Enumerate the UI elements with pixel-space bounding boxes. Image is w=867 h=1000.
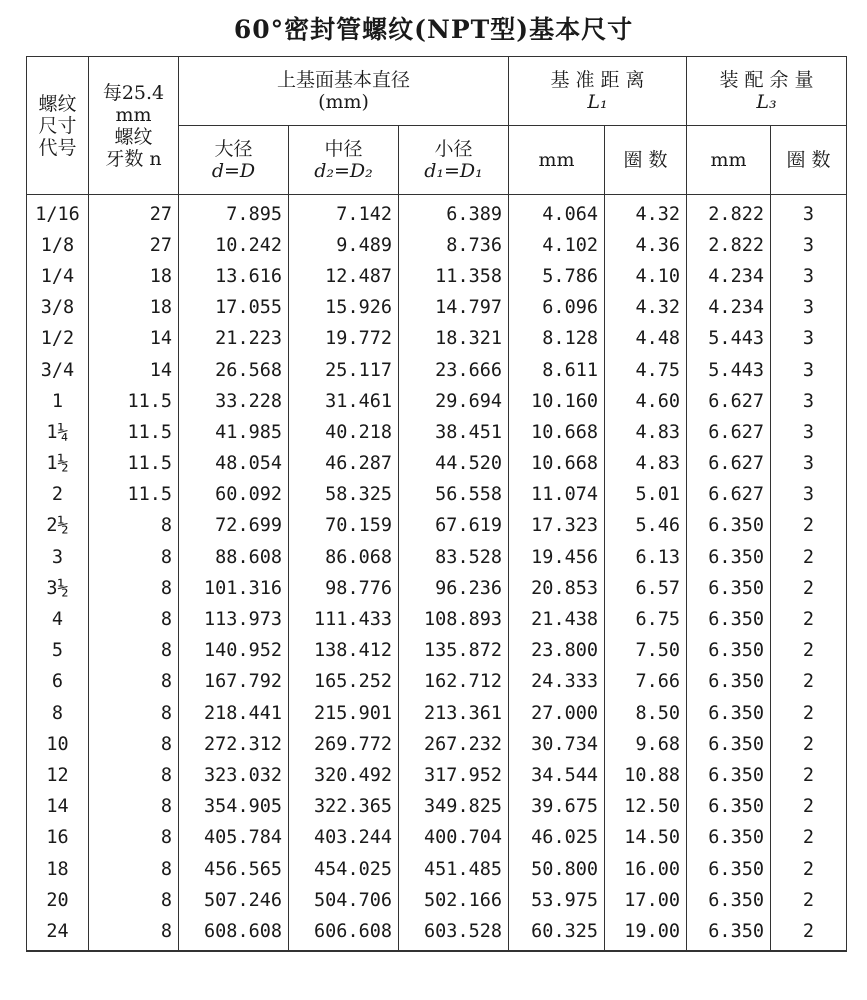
cell-minor-diameter: 162.712 [399,667,509,698]
cell-l3-turns: 3 [771,417,847,448]
table-title: 60°密封管螺纹(NPT型)基本尺寸 [233,15,634,44]
cell-major-diameter: 33.228 [179,386,289,417]
cell-l1-turns: 17.00 [605,885,687,916]
cell-l1-mm: 4.064 [509,195,605,231]
cell-thread-code: 3/8 [27,293,89,324]
cell-minor-diameter: 11.358 [399,261,509,292]
header-thread-code: 螺纹 尺寸 代号 [27,57,89,195]
cell-minor-diameter: 18.321 [399,324,509,355]
cell-l1-turns: 5.46 [605,511,687,542]
cell-l3-turns: 3 [771,293,847,324]
cell-l1-turns: 8.50 [605,698,687,729]
cell-l1-turns: 4.83 [605,417,687,448]
cell-l3-turns: 2 [771,636,847,667]
cell-pitch-diameter: 606.608 [289,916,399,950]
cell-l1-mm: 30.734 [509,729,605,760]
cell-pitch-diameter: 98.776 [289,573,399,604]
cell-pitch-diameter: 70.159 [289,511,399,542]
cell-pitch-diameter: 15.926 [289,293,399,324]
cell-l1-mm: 20.853 [509,573,605,604]
cell-pitch-diameter: 58.325 [289,480,399,511]
cell-l3-mm: 5.443 [687,324,771,355]
cell-thread-code: 1/16 [27,195,89,231]
cell-minor-diameter: 603.528 [399,916,509,950]
cell-major-diameter: 17.055 [179,293,289,324]
cell-minor-diameter: 96.236 [399,573,509,604]
cell-thread-code: 10 [27,729,89,760]
cell-l1-mm: 6.096 [509,293,605,324]
cell-l1-mm: 17.323 [509,511,605,542]
table-row [27,417,847,448]
cell-thread-code: 3½ [27,573,89,604]
cell-threads-per-inch: 8 [89,729,179,760]
cell-major-diameter: 218.441 [179,698,289,729]
cell-l3-mm: 6.350 [687,729,771,760]
cell-l3-turns: 3 [771,355,847,386]
cell-threads-per-inch: 11.5 [89,449,179,480]
cell-threads-per-inch: 8 [89,885,179,916]
header-l3-mm: mm [687,126,771,195]
table-row [27,916,847,950]
cell-pitch-diameter: 320.492 [289,760,399,791]
cell-l1-turns: 4.48 [605,324,687,355]
cell-l1-turns: 7.50 [605,636,687,667]
cell-thread-code: 3 [27,542,89,573]
cell-l3-mm: 6.350 [687,792,771,823]
cell-l1-turns: 10.88 [605,760,687,791]
cell-threads-per-inch: 8 [89,667,179,698]
table-row [27,573,847,604]
cell-major-diameter: 10.242 [179,230,289,261]
cell-major-diameter: 323.032 [179,760,289,791]
cell-l3-turns: 2 [771,729,847,760]
cell-minor-diameter: 38.451 [399,417,509,448]
cell-l1-turns: 6.57 [605,573,687,604]
cell-thread-code: 1 [27,386,89,417]
cell-l1-mm: 60.325 [509,916,605,950]
cell-thread-code: 1/4 [27,261,89,292]
cell-l3-mm: 4.234 [687,261,771,292]
cell-minor-diameter: 56.558 [399,480,509,511]
cell-pitch-diameter: 40.218 [289,417,399,448]
cell-l3-turns: 3 [771,324,847,355]
table-row [27,885,847,916]
cell-l1-mm: 4.102 [509,230,605,261]
table-row [27,854,847,885]
cell-major-diameter: 13.616 [179,261,289,292]
cell-major-diameter: 88.608 [179,542,289,573]
cell-l3-mm: 6.627 [687,480,771,511]
cell-major-diameter: 101.316 [179,573,289,604]
cell-l1-turns: 4.32 [605,293,687,324]
cell-l1-mm: 53.975 [509,885,605,916]
header-major-diameter: 大径 d=D [179,126,289,195]
cell-thread-code: 20 [27,885,89,916]
cell-l1-mm: 27.000 [509,698,605,729]
cell-thread-code: 24 [27,916,89,950]
cell-l1-mm: 21.438 [509,604,605,635]
cell-l1-mm: 46.025 [509,823,605,854]
cell-l1-turns: 16.00 [605,854,687,885]
cell-threads-per-inch: 11.5 [89,417,179,448]
cell-thread-code: 2½ [27,511,89,542]
cell-minor-diameter: 44.520 [399,449,509,480]
cell-l1-turns: 5.01 [605,480,687,511]
cell-l1-mm: 10.160 [509,386,605,417]
cell-minor-diameter: 8.736 [399,230,509,261]
cell-threads-per-inch: 8 [89,636,179,667]
cell-threads-per-inch: 8 [89,573,179,604]
cell-minor-diameter: 317.952 [399,760,509,791]
cell-l1-mm: 39.675 [509,792,605,823]
cell-l3-mm: 6.350 [687,698,771,729]
cell-threads-per-inch: 8 [89,823,179,854]
cell-major-diameter: 48.054 [179,449,289,480]
npt-dimension-table [26,56,847,952]
cell-minor-diameter: 6.389 [399,195,509,231]
cell-l3-mm: 6.350 [687,573,771,604]
header-wrench-makeup: 装 配 余 量 L₃ [687,57,847,126]
table-body [27,195,847,951]
cell-l1-turns: 4.32 [605,195,687,231]
cell-l3-mm: 6.627 [687,386,771,417]
table-row [27,760,847,791]
table-row [27,195,847,231]
cell-thread-code: 12 [27,760,89,791]
cell-minor-diameter: 400.704 [399,823,509,854]
cell-minor-diameter: 502.166 [399,885,509,916]
cell-pitch-diameter: 403.244 [289,823,399,854]
cell-major-diameter: 456.565 [179,854,289,885]
cell-l3-mm: 5.443 [687,355,771,386]
cell-pitch-diameter: 138.412 [289,636,399,667]
table-row [27,449,847,480]
header-minor-diameter: 小径 d₁=D₁ [399,126,509,195]
cell-l3-mm: 6.350 [687,636,771,667]
cell-l3-mm: 2.822 [687,195,771,231]
cell-l3-turns: 2 [771,604,847,635]
cell-l3-turns: 2 [771,698,847,729]
cell-minor-diameter: 267.232 [399,729,509,760]
cell-minor-diameter: 451.485 [399,854,509,885]
cell-l3-turns: 3 [771,386,847,417]
table-row [27,511,847,542]
cell-l3-mm: 6.350 [687,885,771,916]
cell-l1-turns: 4.83 [605,449,687,480]
cell-pitch-diameter: 9.489 [289,230,399,261]
cell-thread-code: 16 [27,823,89,854]
cell-pitch-diameter: 322.365 [289,792,399,823]
cell-pitch-diameter: 454.025 [289,854,399,885]
cell-threads-per-inch: 8 [89,854,179,885]
cell-threads-per-inch: 27 [89,230,179,261]
cell-thread-code: 1¼ [27,417,89,448]
cell-major-diameter: 405.784 [179,823,289,854]
cell-l1-turns: 7.66 [605,667,687,698]
cell-major-diameter: 272.312 [179,729,289,760]
cell-thread-code: 1/8 [27,230,89,261]
cell-pitch-diameter: 46.287 [289,449,399,480]
cell-l3-turns: 2 [771,667,847,698]
cell-l1-mm: 11.074 [509,480,605,511]
cell-l3-turns: 2 [771,542,847,573]
table-row [27,542,847,573]
cell-threads-per-inch: 11.5 [89,480,179,511]
cell-l1-mm: 34.544 [509,760,605,791]
table-row [27,355,847,386]
cell-pitch-diameter: 165.252 [289,667,399,698]
cell-l1-mm: 23.800 [509,636,605,667]
cell-thread-code: 1/2 [27,324,89,355]
cell-thread-code: 5 [27,636,89,667]
cell-pitch-diameter: 269.772 [289,729,399,760]
cell-l1-turns: 4.36 [605,230,687,261]
cell-l1-turns: 14.50 [605,823,687,854]
cell-major-diameter: 354.905 [179,792,289,823]
table-row [27,792,847,823]
cell-l3-turns: 2 [771,792,847,823]
table-row [27,636,847,667]
cell-thread-code: 6 [27,667,89,698]
cell-l3-turns: 2 [771,573,847,604]
cell-l3-mm: 6.350 [687,604,771,635]
cell-l3-mm: 6.350 [687,542,771,573]
cell-threads-per-inch: 14 [89,324,179,355]
table-row [27,230,847,261]
table-row [27,604,847,635]
cell-pitch-diameter: 86.068 [289,542,399,573]
cell-l3-mm: 6.350 [687,511,771,542]
cell-minor-diameter: 135.872 [399,636,509,667]
cell-l3-mm: 2.822 [687,230,771,261]
table-row [27,386,847,417]
cell-minor-diameter: 108.893 [399,604,509,635]
cell-minor-diameter: 14.797 [399,293,509,324]
cell-pitch-diameter: 215.901 [289,698,399,729]
cell-threads-per-inch: 8 [89,698,179,729]
cell-major-diameter: 7.895 [179,195,289,231]
cell-thread-code: 2 [27,480,89,511]
cell-minor-diameter: 83.528 [399,542,509,573]
cell-l3-turns: 2 [771,885,847,916]
cell-minor-diameter: 23.666 [399,355,509,386]
cell-pitch-diameter: 7.142 [289,195,399,231]
cell-l3-turns: 3 [771,195,847,231]
cell-l1-mm: 10.668 [509,417,605,448]
cell-l3-turns: 2 [771,760,847,791]
cell-l1-mm: 50.800 [509,854,605,885]
cell-thread-code: 1½ [27,449,89,480]
cell-threads-per-inch: 14 [89,355,179,386]
table-row [27,729,847,760]
cell-pitch-diameter: 12.487 [289,261,399,292]
cell-threads-per-inch: 8 [89,604,179,635]
cell-pitch-diameter: 504.706 [289,885,399,916]
cell-pitch-diameter: 19.772 [289,324,399,355]
cell-l3-mm: 6.627 [687,449,771,480]
cell-l1-turns: 6.75 [605,604,687,635]
table-row [27,293,847,324]
cell-major-diameter: 60.092 [179,480,289,511]
cell-thread-code: 4 [27,604,89,635]
cell-major-diameter: 113.973 [179,604,289,635]
cell-l1-mm: 8.128 [509,324,605,355]
table-row [27,261,847,292]
cell-l1-turns: 19.00 [605,916,687,950]
cell-thread-code: 18 [27,854,89,885]
cell-pitch-diameter: 111.433 [289,604,399,635]
cell-threads-per-inch: 27 [89,195,179,231]
cell-l3-mm: 6.627 [687,417,771,448]
cell-l3-turns: 3 [771,261,847,292]
cell-pitch-diameter: 31.461 [289,386,399,417]
cell-l3-turns: 2 [771,854,847,885]
cell-l3-mm: 4.234 [687,293,771,324]
cell-major-diameter: 167.792 [179,667,289,698]
cell-threads-per-inch: 8 [89,511,179,542]
cell-l1-mm: 5.786 [509,261,605,292]
cell-thread-code: 8 [27,698,89,729]
cell-threads-per-inch: 18 [89,293,179,324]
cell-major-diameter: 507.246 [179,885,289,916]
cell-thread-code: 14 [27,792,89,823]
header-l1-turns: 圈 数 [605,126,687,195]
cell-l1-mm: 19.456 [509,542,605,573]
table-row [27,480,847,511]
cell-l1-turns: 4.60 [605,386,687,417]
table-row [27,324,847,355]
cell-l3-turns: 3 [771,480,847,511]
cell-l1-mm: 24.333 [509,667,605,698]
cell-l1-turns: 6.13 [605,542,687,573]
cell-threads-per-inch: 8 [89,792,179,823]
header-threads-per-inch: 每25.4 mm 螺纹 牙数 n [89,57,179,195]
cell-l3-turns: 2 [771,916,847,950]
cell-major-diameter: 72.699 [179,511,289,542]
cell-l3-mm: 6.350 [687,916,771,950]
cell-thread-code: 3/4 [27,355,89,386]
header-l1-mm: mm [509,126,605,195]
cell-l3-mm: 6.350 [687,667,771,698]
cell-pitch-diameter: 25.117 [289,355,399,386]
cell-l3-mm: 6.350 [687,854,771,885]
cell-l1-turns: 4.10 [605,261,687,292]
table-row [27,823,847,854]
cell-threads-per-inch: 8 [89,542,179,573]
cell-threads-per-inch: 8 [89,916,179,950]
cell-major-diameter: 26.568 [179,355,289,386]
header-pitch-diameter: 中径 d₂=D₂ [289,126,399,195]
cell-l3-turns: 2 [771,511,847,542]
cell-minor-diameter: 213.361 [399,698,509,729]
cell-l1-mm: 10.668 [509,449,605,480]
header-gauge-length: 基 准 距 离 L₁ [509,57,687,126]
table-row [27,667,847,698]
cell-l3-turns: 3 [771,449,847,480]
header-basic-diameter: 上基面基本直径 (mm) [179,57,509,126]
cell-l1-turns: 12.50 [605,792,687,823]
cell-l1-mm: 8.611 [509,355,605,386]
cell-l1-turns: 4.75 [605,355,687,386]
cell-minor-diameter: 29.694 [399,386,509,417]
cell-l3-turns: 3 [771,230,847,261]
cell-l1-turns: 9.68 [605,729,687,760]
cell-threads-per-inch: 11.5 [89,386,179,417]
cell-major-diameter: 608.608 [179,916,289,950]
cell-minor-diameter: 67.619 [399,511,509,542]
cell-major-diameter: 21.223 [179,324,289,355]
cell-major-diameter: 140.952 [179,636,289,667]
cell-threads-per-inch: 18 [89,261,179,292]
cell-l3-mm: 6.350 [687,823,771,854]
cell-major-diameter: 41.985 [179,417,289,448]
cell-l3-mm: 6.350 [687,760,771,791]
header-l3-turns: 圈 数 [771,126,847,195]
table-row [27,698,847,729]
cell-threads-per-inch: 8 [89,760,179,791]
cell-minor-diameter: 349.825 [399,792,509,823]
cell-l3-turns: 2 [771,823,847,854]
